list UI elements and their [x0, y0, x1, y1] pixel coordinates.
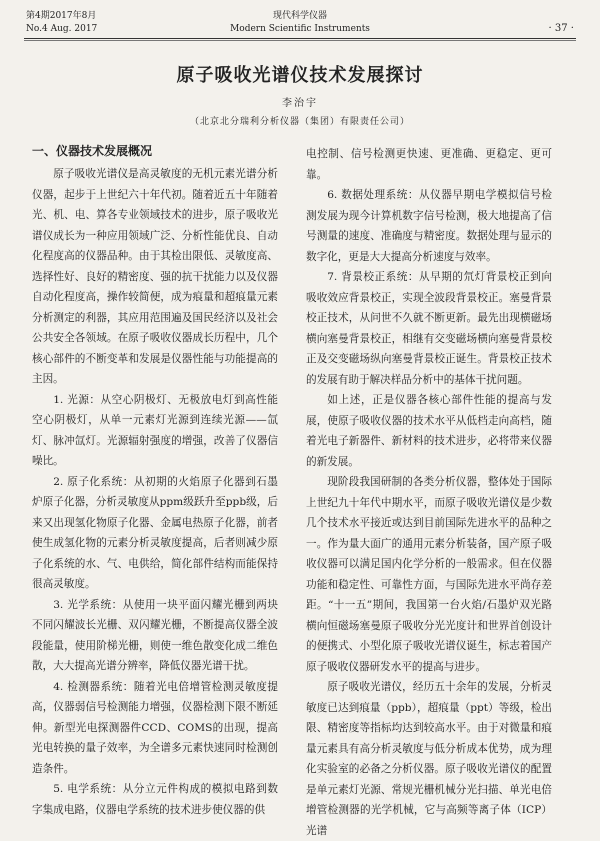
header-rule-thin [24, 40, 576, 41]
article-affiliation: （北京北分瑞利分析仪器（集团）有限责任公司） [189, 117, 410, 127]
paragraph: 如上述，正是仪器各核心部件性能的提高与发展，使原子吸收仪器的技术水平从低档走向高档，随着光电子新器件、新材料的技术进步，必将带来仪器的新发展。 [306, 394, 552, 468]
left-column [32, 142, 278, 816]
journal-name-en: Modern Scientific Instruments [230, 24, 370, 34]
paragraph: 原子吸收光谱仪是高灵敏度的无机元素光谱分析仪器，起步于上世纪六十年代初。随着近五十年随着光、机、电、算各专业领域技术的进步，原子吸收光谱仪成长为一种应用领域广泛、分析性能优良、自动化程度高的仪器品种。由于其检出限低、灵敏度高、选择性好、良好的精密度、强的抗干扰能力以及仪器自动化程度高，操作较简便，成为痕量和超痕量元素分析测定的利器，其应用范围遍及国民经济以及社会公共安全各领域。在原子吸收仪器成长历程中，几个核心部件的不断变革和发展是仪器性能与功能提高的主因。 [32, 168, 278, 385]
paragraph: 现阶段我国研制的各类分析仪器，整体处于国际上世纪九十年代中期水平，而原子吸收光谱仪是少数几个技术水平接近或达到目前国际先进水平的品种之一。作为量大面广的通用元素分析装备，国产原子吸收仪器可以满足国内化学分析的一般需求。但在仪器功能和稳定性、可靠性方面，与国际先进水平尚存差距。“十一五”期间，我国第一台火焰/石墨炉双光路横向恒磁场塞曼原子吸收分光光度计和世界首创设计的便携式、小型化原子吸收光谱仪诞生，标志着国产原子吸收仪器研发水平的提高与进步。 [306, 476, 552, 673]
paragraph: 7. 背景校正系统：从早期的氘灯背景校正到向吸收效应背景校正，实现全波段背景校正。塞曼背景校正技术，从问世不久就不断更新。最先出现横磁场横向塞曼背景校正，相继有交变磁场横向塞曼背景校正及交变磁场纵向塞曼背景校正诞生。背景校正技术的发展有助于解决样品分析中的基体干扰问题。 [306, 271, 552, 386]
journal-issue [26, 10, 97, 36]
page-number: · 37 · [548, 23, 574, 34]
paragraph: 1. 光源：从空心阴极灯、无极放电灯到高性能空心阴极灯，从单一元素灯光源到连续光源——氙灯、脉冲氙灯。光源辐射强度的增强，改善了仪器信噪比。 [32, 393, 278, 467]
paragraph: 电控制、信号检测更快速、更准确、更稳定、更可靠。 [306, 148, 552, 181]
paragraph: 4. 检测器系统：随着光电倍增管检测灵敏度提高，仪器弱信号检测能力增强，仪器检测下限不断延伸。新型光电探测器件CCD、COMS的出现，提高光电转换的量子效率，为全谱多元素快速同时检测创造条件。 [32, 680, 278, 775]
journal-name [200, 10, 400, 36]
article-title: 原子吸收光谱仪技术发展探讨 [176, 65, 424, 86]
section-heading: 一、仪器技术发展概况 [32, 144, 153, 158]
paragraph: 5. 电学系统：从分立元件构成的模拟电路到数字集成电路，仪器电学系统的技术进步使仪器的供 [32, 783, 278, 816]
right-column [306, 144, 552, 837]
journal-name-cn: 现代科学仪器 [272, 11, 327, 21]
header-rule [24, 38, 576, 39]
paragraph: 3. 光学系统：从使用一块平面闪耀光栅到两块不同闪耀波长光栅、双闪耀光栅，不断提高仪器全波段能量，使用阶梯光栅，则使一维色散变化成二维色散，大大提高光谱分辨率，降低仪器光谱干扰。 [32, 598, 278, 672]
paragraph: 2. 原子化系统：从初期的火焰原子化器到石墨炉原子化器，分析灵敏度从ppm级跃升至ppb级，后来又出现氢化物原子化器、金属电热原子化器，前者使生成氢化物的元素分析灵敏度提高，后者则减少原子化系统的水、气、电供给，简化部件结构而能保持很高灵敏度。 [32, 475, 278, 590]
journal-issue-cn: 第4期2017年8月 [26, 11, 97, 21]
journal-issue-en: No.4 Aug. 2017 [26, 24, 98, 34]
paragraph: 原子吸收光谱仪，经历五十余年的发展，分析灵敏度已达到痕量（ppb），超痕量（ppt）等级，检出限、精密度等指标均达到较高水平。由于对微量和痕量元素具有高分析灵敏度与低分析成本优势，成为理化实验室的必备之分析仪器。原子吸收光谱仪的配置是单元素灯光源、常规光栅机械分光扫描、单光电倍增管检测器的光学机械，它与高频等离子体（ICP）光谱 [306, 681, 552, 837]
paragraph: 6. 数据处理系统：从仪器早期电学模拟信号检测发展为现今计算机数字信号检测，极大地提高了信号测量的速度、准确度与精密度。数据处理与显示的数字化，更是大大提高分析速度与效率。 [306, 189, 552, 263]
article-author: 李治宇 [282, 98, 318, 109]
